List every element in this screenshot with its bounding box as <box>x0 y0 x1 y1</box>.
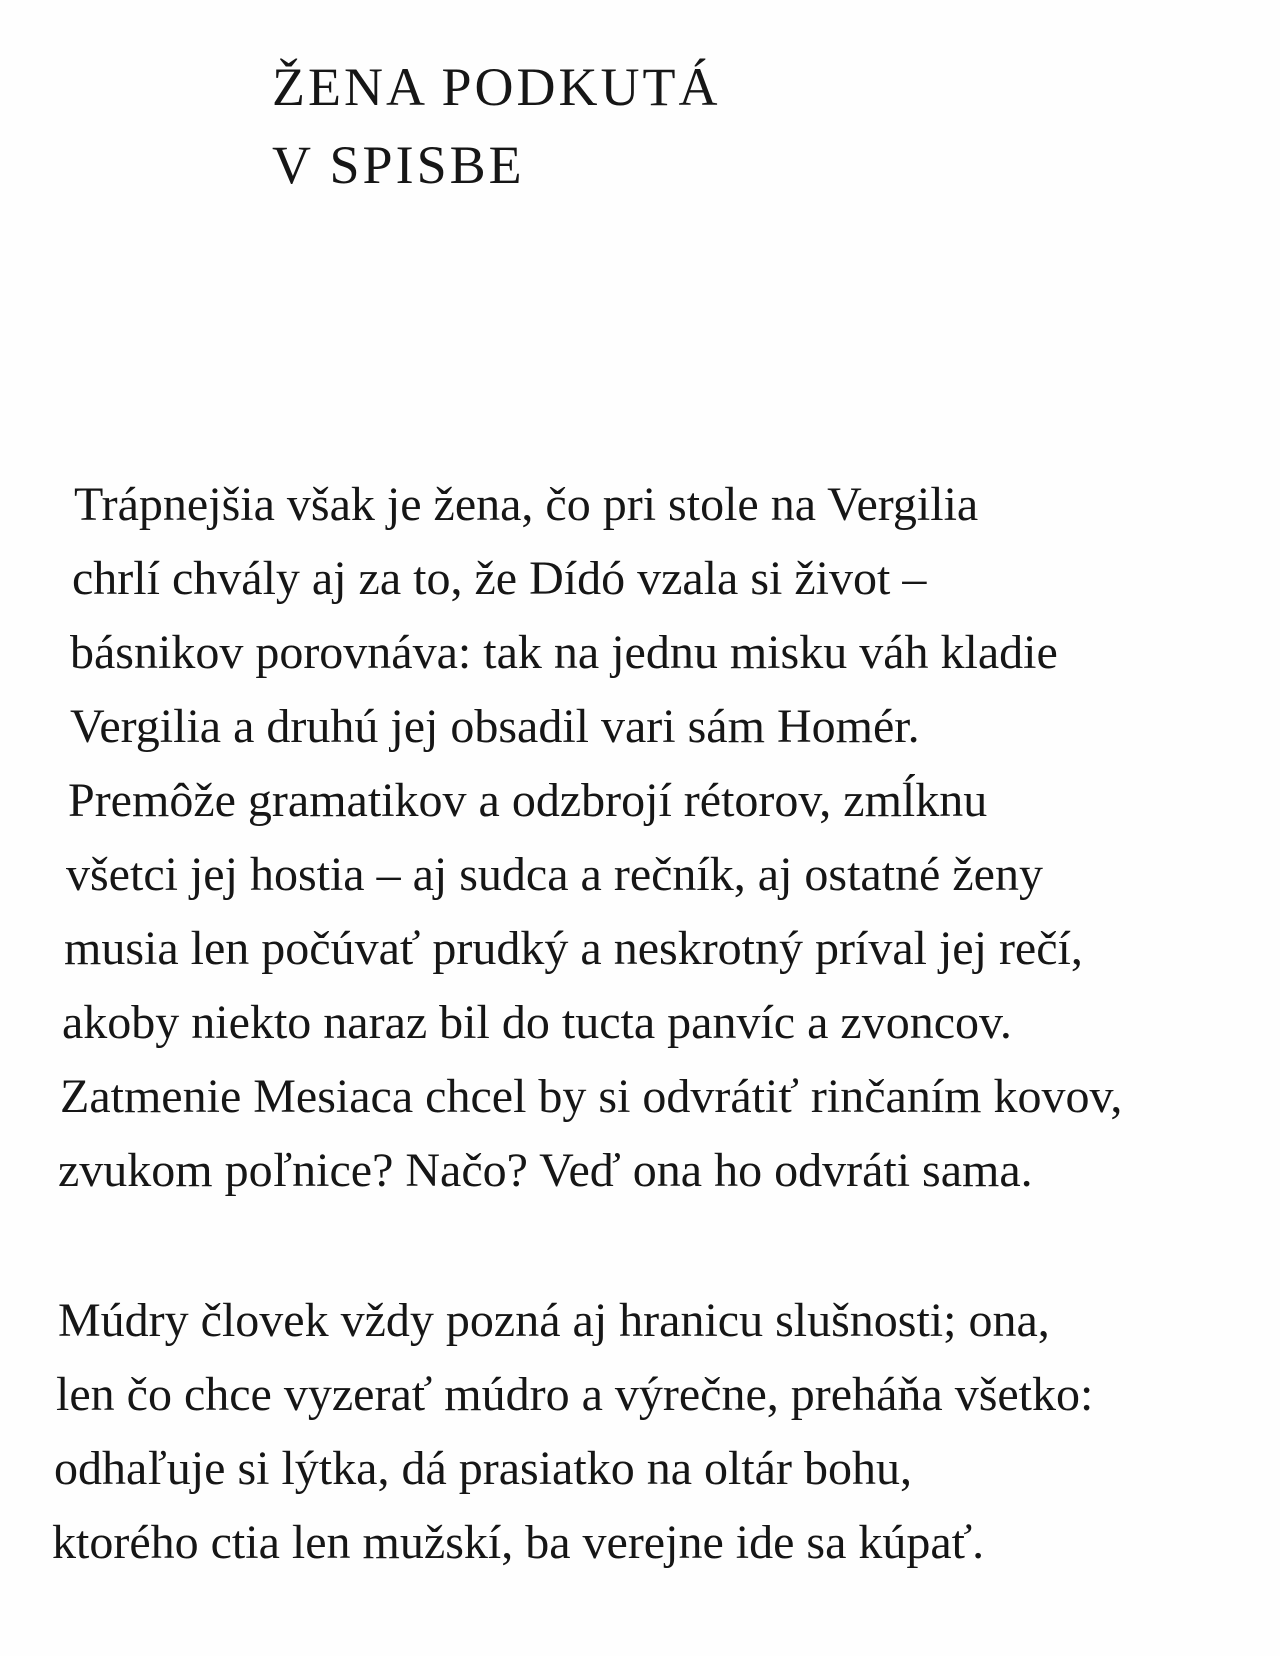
verse-line: zvukom poľnice? Načo? Veď ona ho odvráti sama. <box>58 1144 1033 1197</box>
verse-line: Múdry človek vždy pozná aj hranicu slušnosti; ona, <box>58 1294 1050 1347</box>
verse-line: Premôže gramatikov a odzbrojí rétorov, zmĺknu <box>68 774 988 827</box>
verse-line: odhaľuje si lýtka, dá prasiatko na oltár bohu, <box>54 1442 912 1495</box>
poem-title <box>272 48 721 204</box>
title-line-1: ŽENA PODKUTÁ <box>272 57 721 117</box>
verse-line: Zatmenie Mesiaca chcel by si odvrátiť rinčaním kovov, <box>60 1070 1123 1123</box>
verse-line: musia len počúvať prudký a neskrotný príval jej rečí, <box>64 922 1083 975</box>
verse-line: len čo chce vyzerať múdro a výrečne, preháňa všetko: <box>56 1368 1094 1421</box>
verse-line: akoby niekto naraz bil do tucta panvíc a zvoncov. <box>62 996 1012 1049</box>
verse-line: všetci jej hostia – aj sudca a rečník, aj ostatné ženy <box>66 848 1043 901</box>
verse-line: chrlí chvály aj za to, že Dídó vzala si život – <box>72 552 927 605</box>
title-line-2: V SPISBE <box>272 135 525 195</box>
verse-line: Trápnejšia však je žena, čo pri stole na Vergilia <box>74 478 979 531</box>
verse-line: ktorého ctia len mužskí, ba verejne ide sa kúpať. <box>52 1516 985 1569</box>
verse-line: Vergilia a druhú jej obsadil vari sám Homér. <box>70 700 920 753</box>
verse-line: básnikov porovnáva: tak na jednu misku váh kladie <box>70 626 1058 679</box>
